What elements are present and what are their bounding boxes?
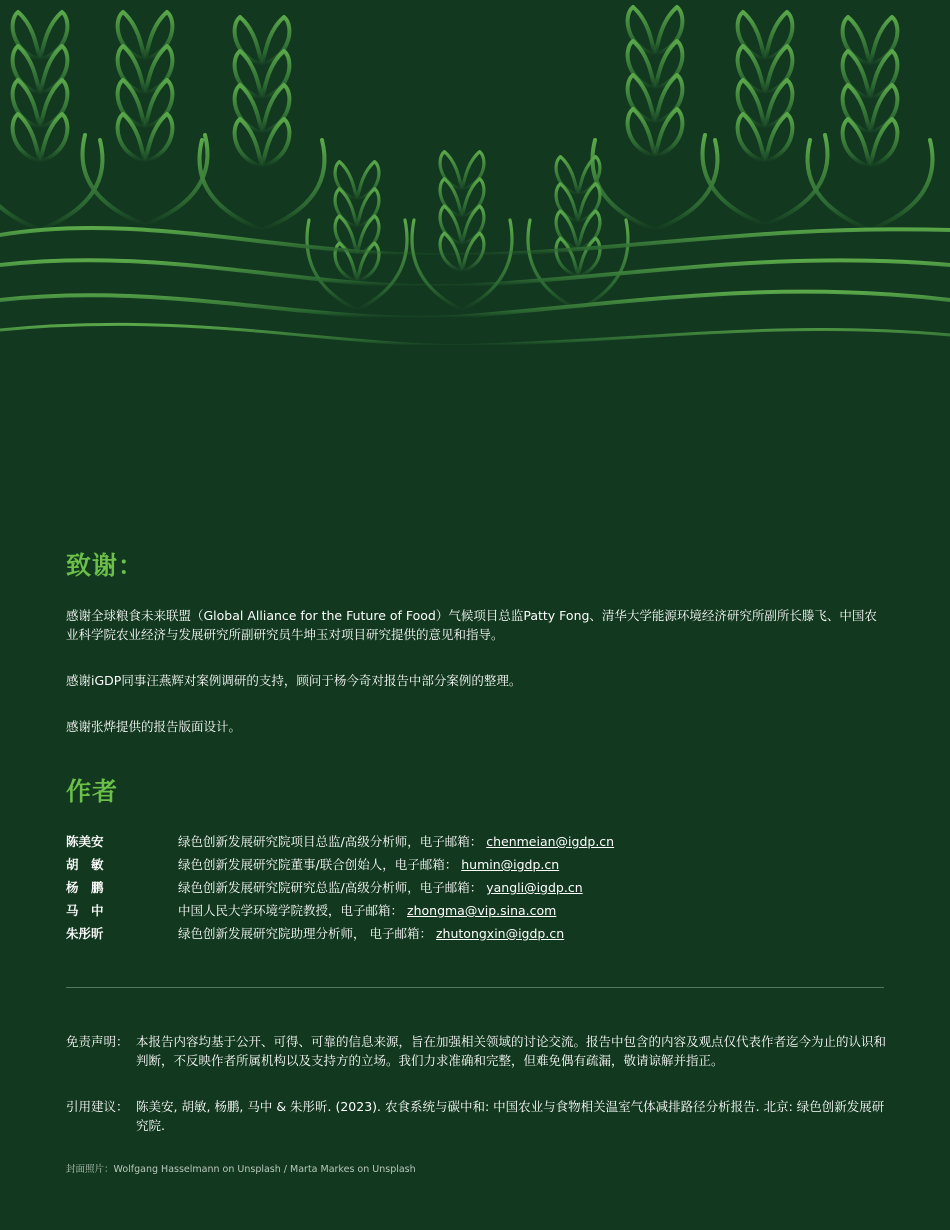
author-row bbox=[66, 831, 886, 853]
section-divider bbox=[66, 987, 884, 988]
author-role bbox=[178, 854, 559, 876]
author-row bbox=[66, 854, 886, 876]
acknowledgements-heading: 致谢： bbox=[66, 551, 145, 580]
author-name: 杨 鹏 bbox=[66, 880, 104, 895]
author-role-text: 绿色创新发展研究院项目总监/高级分析师，电子邮箱： bbox=[178, 834, 483, 849]
authors-heading: 作者 bbox=[66, 777, 119, 806]
author-role bbox=[178, 923, 564, 945]
disclaimer-text: 本报告内容均基于公开、可得、可靠的信息来源，旨在加强相关领域的讨论交流。报告中包含的内容及观点仅代表作者迄今为止的认识和判断，不反映作者所属机构以及支持方的立场。我们力求准确和完整，但难免偶有疏漏，敬请谅解并指正。 bbox=[136, 1034, 887, 1068]
author-email-link[interactable]: chenmeian@igdp.cn bbox=[486, 834, 615, 849]
author-role bbox=[178, 877, 583, 899]
disclaimer-label: 免责声明： bbox=[66, 1034, 129, 1049]
author-email-link[interactable]: zhutongxin@igdp.cn bbox=[435, 926, 565, 941]
citation-label: 引用建议： bbox=[66, 1099, 129, 1114]
acknowledgement-paragraph: 感谢iGDP同事汪燕辉对案例调研的支持，顾问于杨今奇对报告中部分案例的整理。 bbox=[66, 673, 522, 688]
citation-text: 陈美安, 胡敏, 杨鹏, 马中 & 朱彤昕. (2023). 农食系统与碳中和: 中国农业与食物相关温室气体减排路径分析报告. 北京: 绿色创新发展研究院. bbox=[136, 1099, 885, 1133]
author-name: 陈美安 bbox=[66, 834, 104, 849]
author-email-link[interactable]: zhongma@vip.sina.com bbox=[407, 903, 557, 918]
acknowledgement-paragraph: 感谢张烨提供的报告版面设计。 bbox=[66, 719, 242, 734]
acknowledgement-paragraph: 感谢全球粮食未来联盟（Global Alliance for the Future of Food）气候项目总监Patty Fong、清华大学能源环境经济研究所副所长滕飞、中国农业科学院农业经济与发展研究所副研究员牛坤玉对项目研究提供的意见和指导。 bbox=[66, 608, 877, 642]
author-role-text: 绿色创新发展研究院助理分析师， 电子邮箱： bbox=[178, 926, 432, 941]
author-role bbox=[178, 831, 614, 853]
author-row bbox=[66, 877, 886, 899]
author-role-text: 绿色创新发展研究院研究总监/高级分析师，电子邮箱： bbox=[178, 880, 483, 895]
author-email-link[interactable]: humin@igdp.cn bbox=[461, 857, 560, 872]
author-role bbox=[178, 900, 556, 922]
author-email-link[interactable]: yangli@igdp.cn bbox=[486, 880, 583, 895]
photo-credit: 封面照片：Wolfgang Hasselmann on Unsplash / Marta Markes on Unsplash bbox=[66, 1164, 416, 1175]
author-role-text: 绿色创新发展研究院董事/联合创始人，电子邮箱： bbox=[178, 857, 458, 872]
wheat-stalks-illustration bbox=[0, 0, 950, 370]
author-row bbox=[66, 900, 886, 922]
author-role-text: 中国人民大学环境学院教授，电子邮箱： bbox=[178, 903, 404, 918]
author-name: 马 中 bbox=[66, 903, 104, 918]
author-row bbox=[66, 923, 886, 945]
author-name: 朱彤昕 bbox=[66, 926, 104, 941]
author-name: 胡 敏 bbox=[66, 857, 104, 872]
